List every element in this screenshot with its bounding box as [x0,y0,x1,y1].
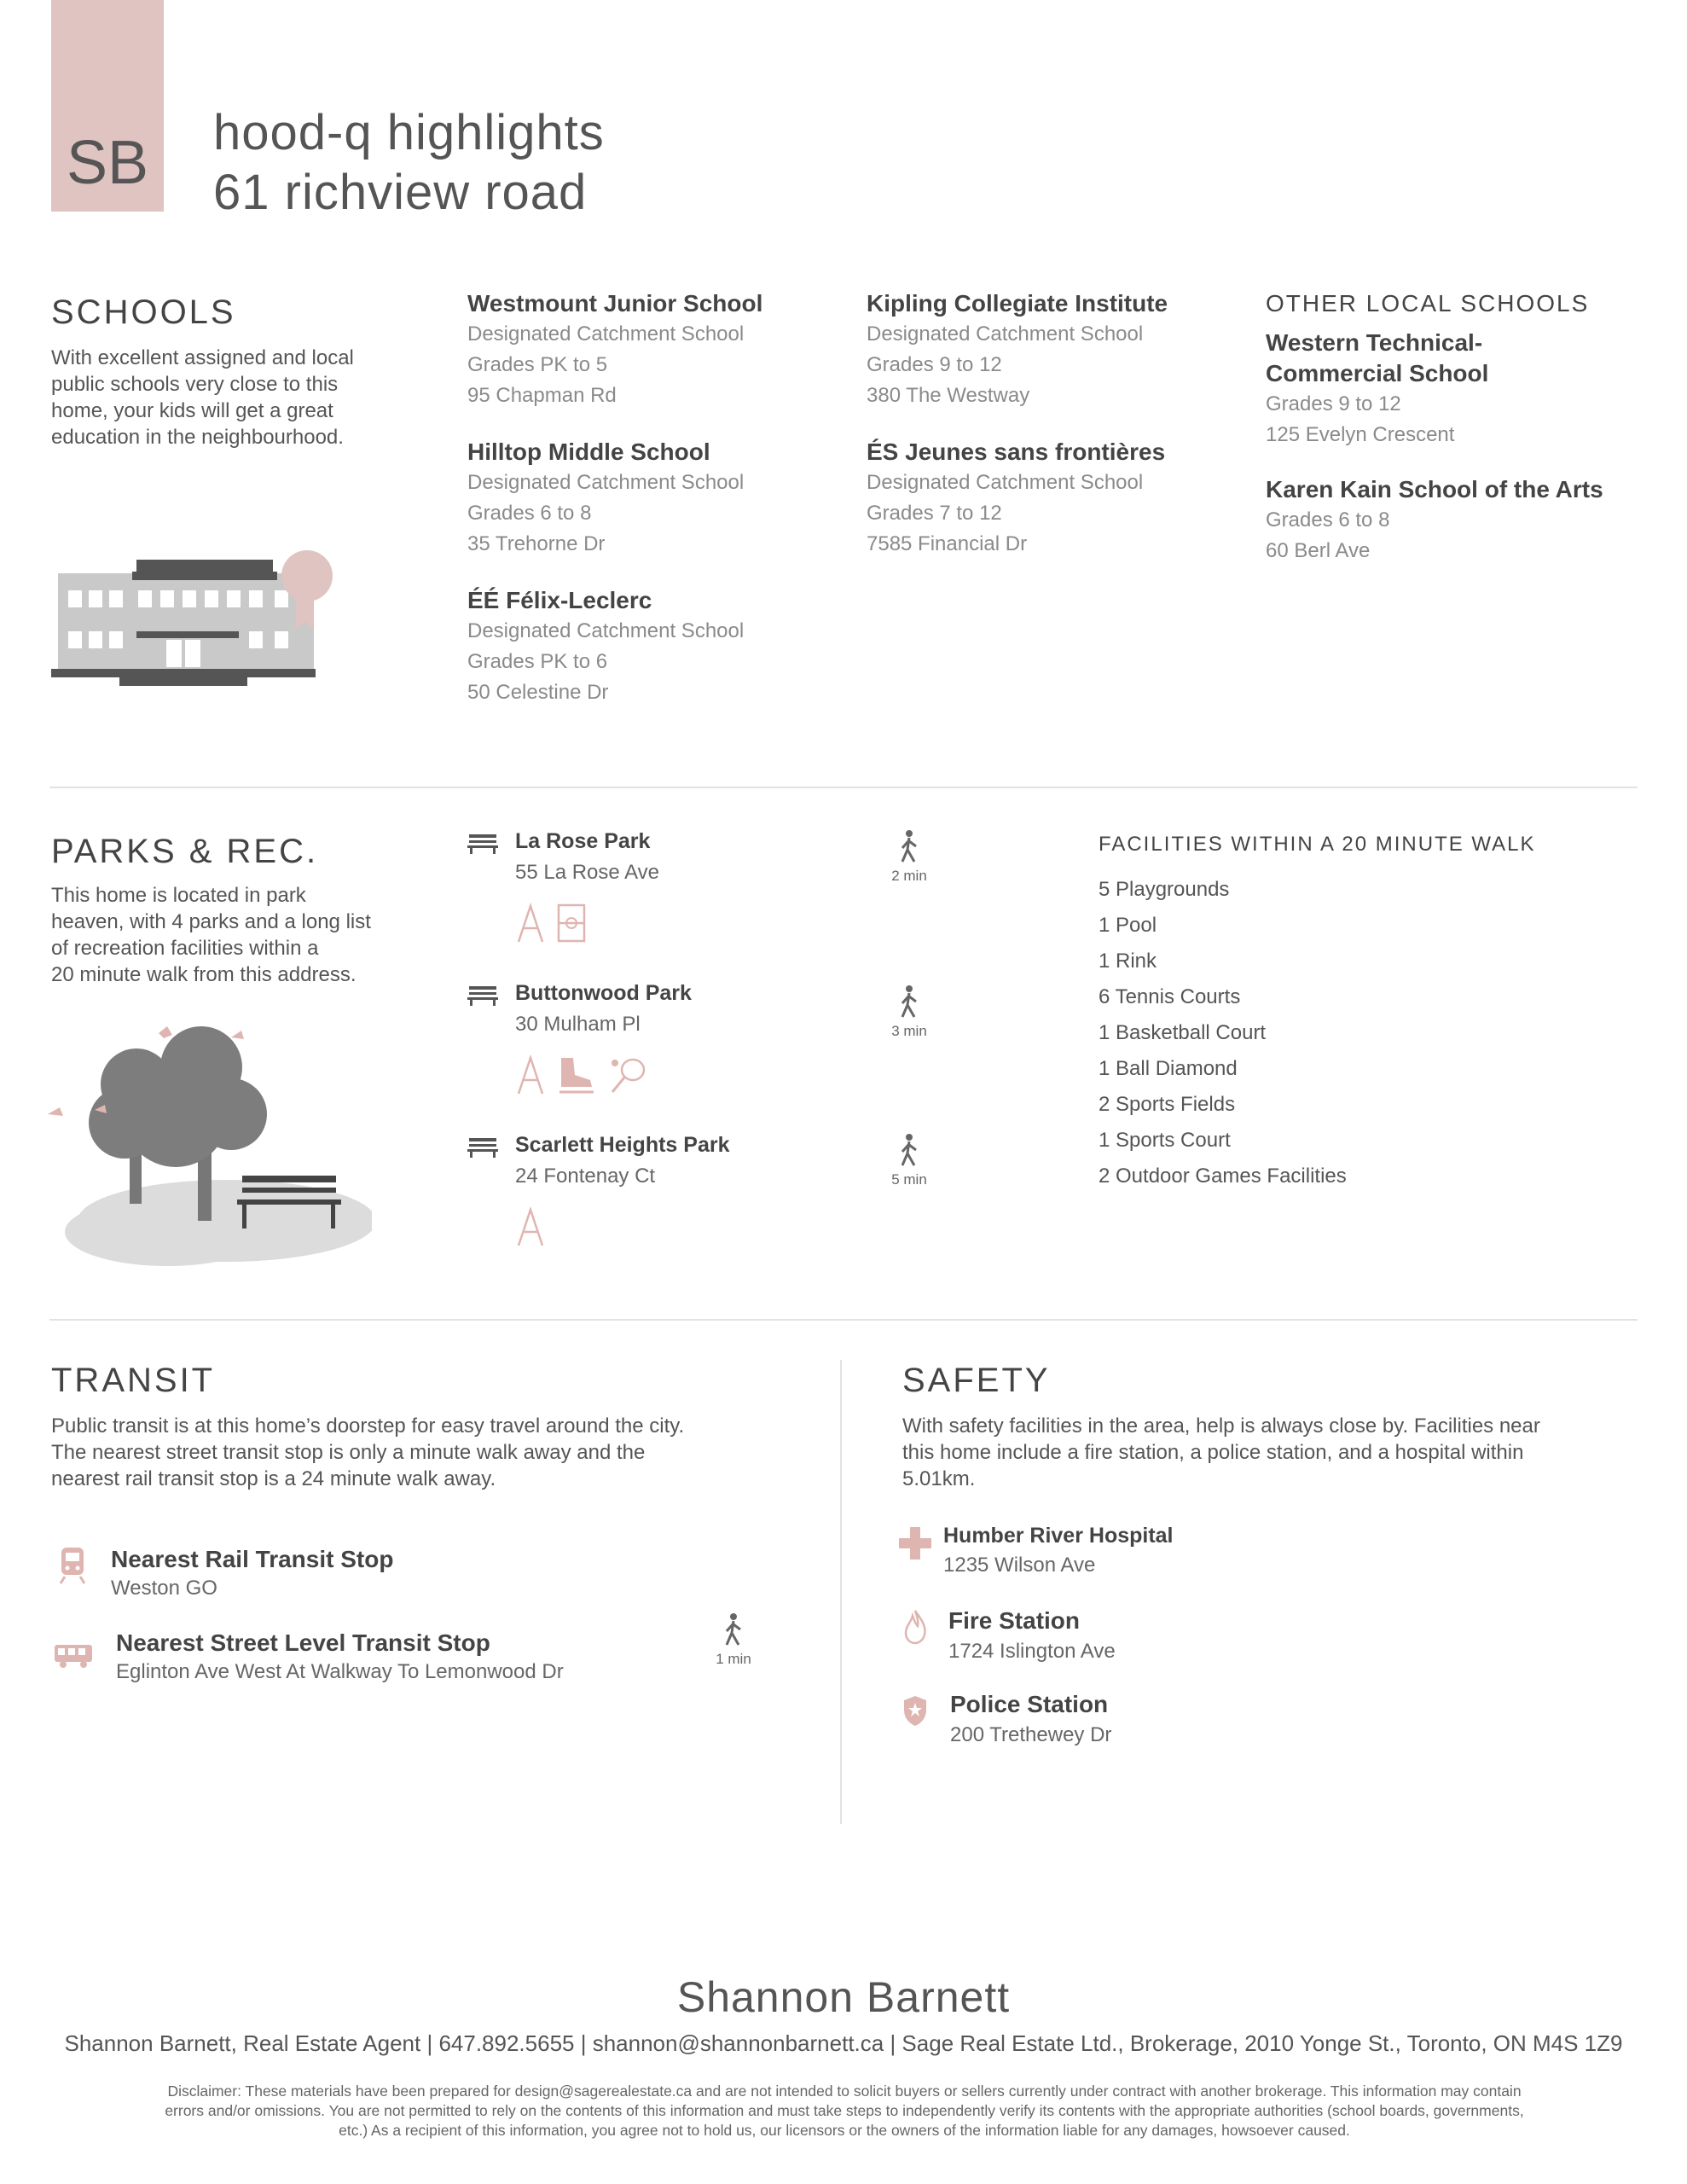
schools-description: With excellent assigned and local public schools very close to this home, your kids will get a great education in the neighbourhood. [51,346,354,449]
park-name: Buttonwood Park [515,981,692,1005]
park-list [467,829,945,1261]
bench-icon [467,833,498,855]
transit-description: Public transit is at this home’s doorstep for easy travel around the city. The nearest street transit stop is only a minute walk away and the nearest rail transit stop is a 24 minute walk away. [51,1414,685,1490]
walk-time-1: 2 min [875,829,943,885]
safety-heading: SAFETY [902,1362,1051,1399]
schools-heading: SCHOOLS [51,293,236,331]
park-item[interactable] [467,829,945,981]
section-divider [49,1319,1638,1321]
hospital-cross-icon [899,1527,931,1560]
park-name: La Rose Park [515,829,651,853]
page-title: hood-q highlights [213,105,605,160]
facility-item: 1 Sports Court [1099,1129,1231,1152]
school-item[interactable]: Westmount Junior School Designated Catchment School Grades PK to 5 95 Chapman Rd [467,290,763,407]
facility-item: 2 Sports Fields [1099,1093,1236,1116]
parks-description: This home is located in park heaven, with 4 parks and a long list of recreation facilities within a 20 minute walk from this address. [51,884,371,986]
park-address: 30 Mulham Pl [515,1013,641,1036]
tennis-icon [607,1054,648,1095]
bus-icon [53,1643,94,1669]
walk-time-2: 3 min [875,985,943,1040]
train-icon [58,1546,87,1585]
school-building-icon [51,546,341,691]
agent-name: Shannon Barnett [676,1973,1011,2021]
parks-heading: PARKS & REC. [51,833,319,870]
facilities-heading: FACILITIES WITHIN A 20 MINUTE WALK [1099,833,1536,856]
street-stop-name: Eglinton Ave West At Walkway To Lemonwood Dr [116,1660,564,1683]
school-item[interactable]: Hilltop Middle School Designated Catchment School Grades 6 to 8 35 Trehorne Dr [467,439,745,555]
playground-icon [515,1054,546,1095]
facility-item: 1 Ball Diamond [1099,1057,1238,1080]
hospital-address: 1235 Wilson Ave [943,1554,1096,1577]
playground-icon [515,903,546,944]
logo-initials: SB [66,129,149,197]
facility-item: 2 Outdoor Games Facilities [1099,1165,1347,1188]
walking-person-icon [875,1133,943,1167]
school-item[interactable]: Karen Kain School of the Arts Grades 6 to 8 60 Berl Ave [1266,476,1603,562]
park-item[interactable] [467,1133,945,1261]
safety-description: With safety facilities in the area, help is always close by. Facilities near this home include a fire station, a police station, and a hospital within 5.01km. [902,1414,1540,1490]
park-item[interactable] [467,981,945,1133]
fire-icon [902,1609,928,1645]
school-item[interactable]: ÉÉ Félix-Leclerc Designated Catchment School Grades PK to 6 50 Celestine Dr [467,587,745,704]
fire-station-address: 1724 Islington Ave [948,1640,1116,1663]
police-badge-icon [902,1694,928,1727]
disclaimer: Disclaimer: These materials have been prepared for design@sagerealestate.ca and are not intended to solicit buyers or sellers currently under contract with another brokerage. This information may contain errors and/or omissions. You are not permitted to rely on the contents of this information and must take steps to independently verify its contents with the appropriate authorities (school boards, governments, etc.) As a recipient of this information, you agree not to hold us, our licensors or the owners of the information liable for any damages, howsoever caused. [165,2082,1524,2139]
fire-station-name: Fire Station [948,1607,1081,1634]
transit-heading: TRANSIT [51,1362,216,1399]
school-item[interactable]: Western Technical- Commercial School Grades 9 to 12 125 Evelyn Crescent [1266,329,1489,446]
sports-field-icon [556,903,587,944]
facility-item: 1 Basketball Court [1099,1021,1267,1044]
other-schools-heading: OTHER LOCAL SCHOOLS [1266,290,1590,317]
rail-stop-name: Weston GO [111,1577,217,1600]
school-item[interactable]: ÉS Jeunes sans frontières Designated Catchment School Grades 7 to 12 7585 Financial Dr [867,439,1166,555]
other-local-schools [1266,290,1641,566]
facility-item: 1 Rink [1099,950,1157,973]
park-address: 55 La Rose Ave [515,861,660,884]
street-stop-label: Nearest Street Level Transit Stop [116,1629,490,1656]
column-divider [840,1360,842,1824]
skate-icon [556,1054,597,1095]
police-station-address: 200 Trethewey Dr [950,1723,1112,1746]
bench-icon [467,985,498,1007]
walking-person-icon [875,829,943,863]
playground-icon [515,1206,546,1247]
rail-stop-label: Nearest Rail Transit Stop [111,1546,394,1572]
park-tree-bench-icon [48,1020,372,1268]
section-divider [49,787,1638,788]
school-list-designated-1 [467,288,826,708]
walking-person-icon [699,1612,768,1647]
school-item[interactable]: Kipling Collegiate Institute Designated Catchment School Grades 9 to 12 380 The Westway [867,290,1168,407]
walking-person-icon [875,985,943,1019]
school-list-designated-2 [867,288,1225,560]
facility-item: 6 Tennis Courts [1099,985,1241,1008]
facility-item: 5 Playgrounds [1099,878,1230,901]
police-station-name: Police Station [950,1691,1109,1717]
agent-contact-line: Shannon Barnett, Real Estate Agent | 647.892.5655 | shannon@shannonbarnett.ca | Sage Real Estate Ltd., Brokerage, 2010 Yonge St., Toronto, ON M4S 1Z9 [64,2030,1623,2056]
facilities-list [1099,833,1627,1194]
bench-icon [467,1136,498,1159]
page-subtitle-address: 61 richview road [213,165,588,220]
walk-time-transit: 1 min [699,1612,768,1668]
walk-time-3: 5 min [875,1133,943,1188]
park-address: 24 Fontenay Ct [515,1165,656,1188]
facility-item: 1 Pool [1099,914,1157,937]
park-name: Scarlett Heights Park [515,1133,730,1157]
hospital-name: Humber River Hospital [943,1524,1174,1548]
